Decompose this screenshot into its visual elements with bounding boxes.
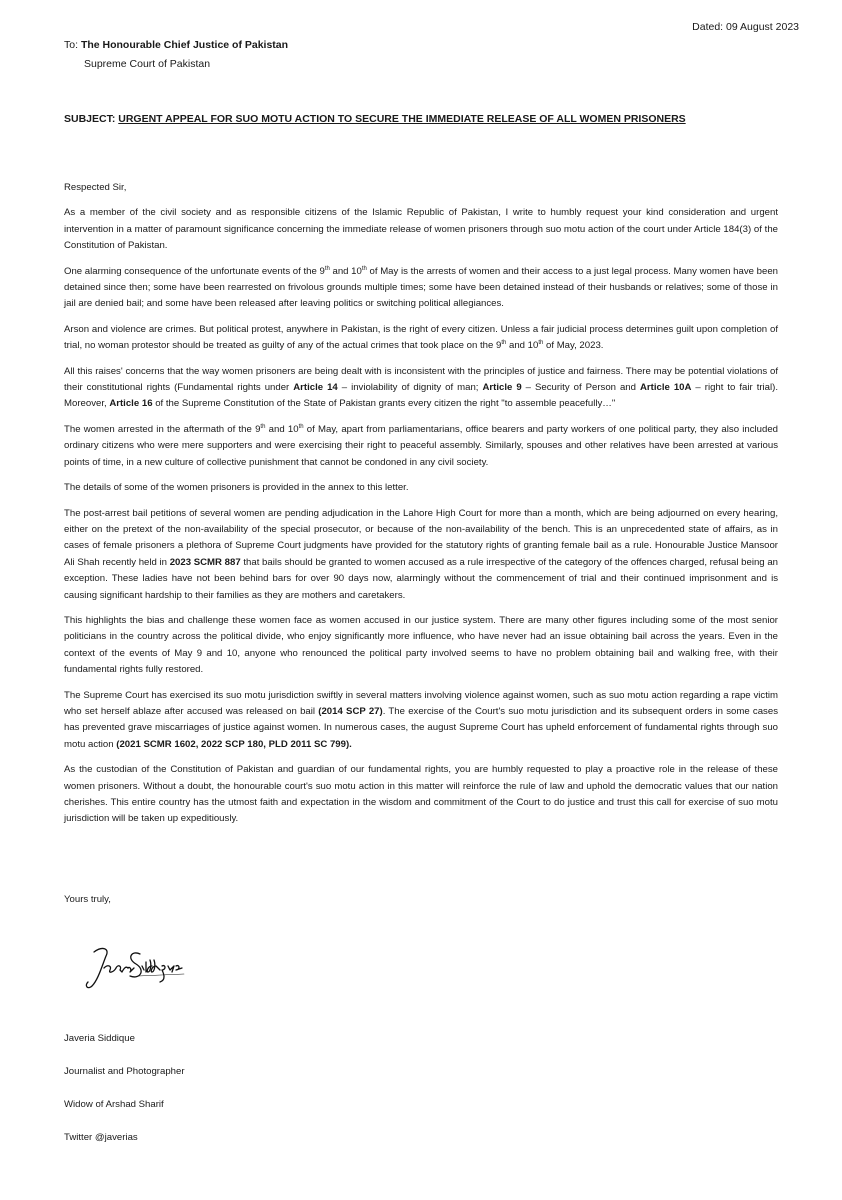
subject-line: [64, 113, 778, 125]
paragraph-5: The women arrested in the aftermath of the 9th and 10th of May, apart from parliamentarians, office bearers and party workers of one political party, they also included ordinary citizens who were mere supporters and were exercising their right to peaceful assembly. Similarly, spouses and other relatives have been arrested at various points of time, in a new culture of collective punishment that cannot be condoned in any civil society.: [64, 423, 778, 468]
paragraph-10: As the custodian of the Constitution of Pakistan and guardian of our fundamental rights, you are humbly requested to play a proactive role in the release of these women prisoners. Without a doubt, the honourable court's suo motu action in this matter will reinforce the rule of law and uphold the democratic values that our nation cherishes. This entire country has the utmost faith and expectation in the wisdom and commitment of the Court to do justice and trust this call for exercise of suo motu jurisdiction will be taken up expeditiously.: [64, 764, 778, 825]
paragraph-4: All this raises' concerns that the way women prisoners are being dealt with is inconsistent with the principles of justice and fairness. There may be potential violations of their constitutional rights (Fundamental rights under Article 14 – inviolability of dignity of man; Article 9 – Security of Person and Article 10A – right to fair trial). Moreover, Article 16 of the Supreme Constitution of the State of Pakistan grants every citizen the right "to assemble peacefully…": [64, 365, 779, 410]
salutation: Respected Sir,: [64, 182, 127, 193]
letter-date: Dated: 09 August 2023: [692, 21, 799, 33]
paragraph-6: The details of some of the women prisoners is provided in the annex to this letter.: [64, 482, 409, 494]
signatory-twitter: Twitter @javerias: [64, 1132, 138, 1143]
paragraph-9: The Supreme Court has exercised its suo motu jurisdiction swiftly in several matters involving violence against women, such as suo motu action regarding a rape victim who set herself ablaze after accused was released on bail (2014 SCP 27). The exercise of the Court's suo motu jurisdiction and its subsequent orders in some cases has prevented grave miscarriages of justice against women. In numerous cases, the august Supreme Court has upheld enforcement of fundamental rights through suo motu action (2021 SCMR 1602, 2022 SCP 180, PLD 2011 SC 799).: [64, 689, 778, 750]
recipient-prefix: To:: [64, 39, 79, 51]
recipient-name: The Honourable Chief Justice of Pakistan: [80, 39, 289, 51]
handwritten-signature: [80, 936, 190, 996]
paragraph-1: As a member of the civil society and as responsible citizens of the Islamic Republic of Pakistan, I write to humbly request your kind consideration and urgent intervention in a matter of paramount significance concerning the immediate release of women prisoners through suo motu action of the court under Article 184(3) of the Constitution of Pakistan.: [64, 207, 778, 252]
paragraph-7: The post-arrest bail petitions of several women are pending adjudication in the Lahore High Court for more than a month, which are being adjourned on every hearing, either on the pretext of the non-availability of the special prosecutor, or because of the non-availability of the bench. This is an unprecedented state of affairs, as in cases of female prisoners a plethora of Supreme Court judgments have provided for the statutory rights of granting female bail as a rule. Honourable Justice Mansoor Ali Shah recently held in 2023 SCMR 887 that bails should be granted to women accused as a rule irrespective of the category of the offences charged, refusal being an exception. These ladies have not been behind bars for over 90 days now, alarmingly without the commencement of trial and their continued imprisonment and is causing significant hardship to their families as they are mothers and caretakers.: [64, 507, 778, 601]
signatory-title: Journalist and Photographer: [64, 1066, 185, 1077]
subject-prefix: SUBJECT:: [64, 113, 116, 125]
paragraph-2: One alarming consequence of the unfortunate events of the 9th and 10th of May is the arrests of women and their access to a just legal process. Many women have been detained since then; some have been rearrested on frivolous grounds multiple times; some have been detained instead of their husbands or relatives; some of those in jail are denied bail; and some have been released after leaving politics or switching political allegiances.: [64, 265, 778, 310]
paragraph-8: This highlights the bias and challenge these women face as women accused in our justice system. There are many other figures including some of the most senior politicians in the country across the political divide, who enjoy significantly more influence, who have never had an issue obtaining bail across the years. Even in the context of the events of May 9 and 10, anyone who renounced the political party involved seems to have no problem obtaining bail and walking free, with their fundamental rights fully restored.: [64, 614, 778, 676]
recipient-organization: Supreme Court of Pakistan: [84, 58, 211, 70]
signatory-relation: Widow of Arshad Sharif: [64, 1099, 164, 1110]
signatory-name: Javeria Siddique: [64, 1033, 135, 1044]
recipient-line: [64, 39, 288, 51]
closing: Yours truly,: [64, 894, 111, 905]
letter-body: [64, 180, 778, 837]
subject-text: URGENT APPEAL FOR SUO MOTU ACTION TO SECURE THE IMMEDIATE RELEASE OF ALL WOMEN PRISONERS: [118, 113, 686, 125]
paragraph-3: Arson and violence are crimes. But political protest, anywhere in Pakistan, is the right of every citizen. Unless a fair judicial process determines guilt upon completion of trial, no woman protestor should be treated as guilty of any of the actual crimes that took place on the 9th and 10th of May, 2023.: [64, 323, 778, 352]
